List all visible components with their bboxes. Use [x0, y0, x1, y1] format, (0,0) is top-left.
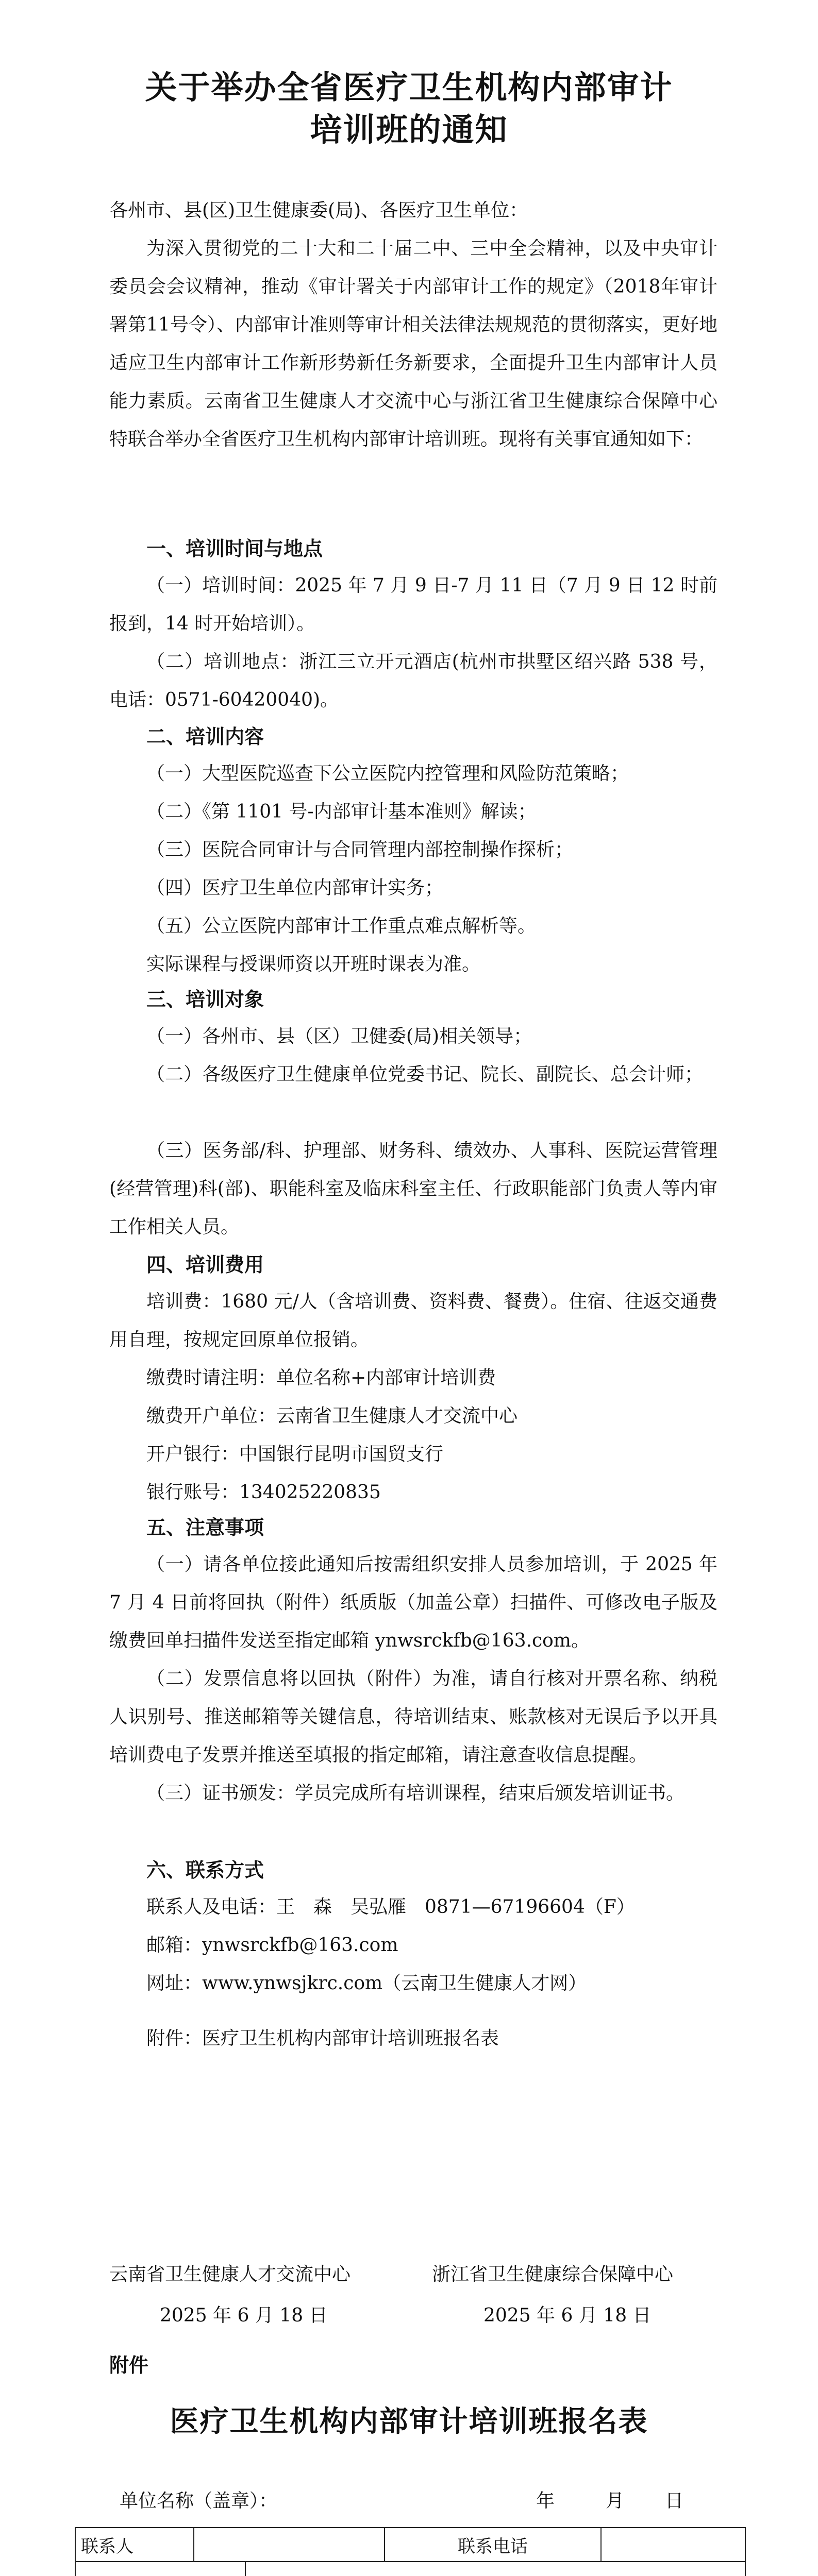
notice-item: （二）发票信息将以回执（附件）为准，请自行核对开票名称、纳税人识别号、推送邮箱等关键信息，待培训结束、账款核对无误后予以开具培训费电子发票并推送至填报的指定邮箱，请注意查收信息提醒。 [109, 1668, 717, 1766]
fee-memo: 缴费时请注明：单位名称+内部审计培训费 [146, 1367, 496, 1388]
content-item: （三）医院合同审计与合同管理内部控制操作探析； [146, 839, 574, 860]
target-item: （一）各州市、县（区）卫健委(局)相关领导； [146, 1026, 532, 1047]
contact-person: 联系人及电话：王 森 吴弘雁 0871—67196604（F） [146, 1896, 635, 1918]
unit-name-label: 单位名称（盖章）： [120, 2490, 278, 2512]
invoice-value-cell[interactable] [245, 2562, 745, 2576]
intro-paragraph: 为深入贯彻党的二十大和二十届二中、三中全会精神，以及中央审计委员会会议精神，推动《审计署关于内部审计工作的规定》（2018年审计署第11号令）、内部审计准则等审计相关法律法规规范的贯彻落实，更好地适应卫生内部审计工作新形势新任务新要求，全面提升卫生内部审计人员能力素质。云南省卫生健康人才交流中心与浙江省卫生健康综合保障中心特联合举办全省医疗卫生机构内部审计培训班。现将有关事宜通知如下： [109, 238, 717, 450]
date-year-label: 年 [536, 2490, 555, 2512]
section-3-heading: 三、培训对象 [146, 988, 264, 1011]
form-title: 医疗卫生机构内部审计培训班报名表 [170, 2404, 648, 2438]
training-time: （一）培训时间：2025 年 7 月 9 日-7 月 11 日（7 月 9 日 12 时前报到，14 时开始培训）。 [109, 575, 717, 634]
invoice-label-cell [75, 2562, 245, 2576]
invoice-row [75, 2562, 745, 2576]
phone-label-cell: 联系电话 [385, 2528, 601, 2562]
content-item: （二）《第 1101 号-内部审计基本准则》解读； [146, 801, 537, 822]
signature-left-org: 云南省卫生健康人才交流中心 [109, 2264, 351, 2285]
content-item: （四）医疗卫生单位内部审计实务； [146, 877, 444, 899]
attachment-label: 附件 [109, 2353, 149, 2377]
signature-right-date: 2025 年 6 月 18 日 [483, 2305, 652, 2326]
contact-label-cell: 联系人 [75, 2528, 194, 2562]
target-item: （二）各级医疗卫生健康单位党委书记、院长、副院长、总会计师； [146, 1064, 704, 1085]
training-place: （二）培训地点：浙江三立开元酒店(杭州市拱墅区绍兴路 538 号，电话：0571-60420040)。 [109, 651, 717, 710]
contact-website: 网址：www.ynwsjkrc.com（云南卫生健康人才网） [146, 1973, 587, 1994]
notice-item: （一）请各单位接此通知后按需组织安排人员参加培训，于 2025 年 7 月 4 日前将回执（附件）纸质版（加盖公章）扫描件、可修改电子版及缴费回单扫描件发送至指定邮箱 ynwsrckfb@163.com。 [109, 1554, 717, 1651]
section-2-heading: 二、培训内容 [146, 725, 264, 748]
salutation: 各州市、县(区)卫生健康委(局)、各医疗卫生单位： [109, 200, 528, 221]
section-4-heading: 四、培训费用 [146, 1253, 264, 1276]
section-5-heading: 五、注意事项 [146, 1516, 264, 1539]
attachment-line: 附件：医疗卫生机构内部审计培训班报名表 [146, 2028, 499, 2049]
registration-form-table [75, 2527, 746, 2576]
signature-right-org: 浙江省卫生健康综合保障中心 [432, 2264, 674, 2285]
notice-title-line1: 关于举办全省医疗卫生机构内部审计 [145, 69, 673, 106]
notice-title-line2: 培训班的通知 [310, 111, 508, 148]
signature-left-date: 2025 年 6 月 18 日 [160, 2305, 328, 2326]
content-note: 实际课程与授课师资以开班时课表为准。 [146, 954, 481, 975]
fee-text: 培训费：1680 元/人（含培训费、资料费、餐费）。住宿、往返交通费用自理，按规定回原单位报销。 [109, 1291, 717, 1350]
phone-value-cell[interactable] [601, 2528, 745, 2562]
date-month-label: 月 [606, 2490, 625, 2512]
date-day-label: 日 [665, 2490, 684, 2512]
contact-row [75, 2528, 745, 2562]
contact-value-cell[interactable] [194, 2528, 385, 2562]
target-item: （三）医务部/科、护理部、财务科、绩效办、人事科、医院运营管理(经营管理)科(部)、职能科室及临床科室主任、行政职能部门负责人等内审工作相关人员。 [109, 1140, 717, 1238]
section-1-heading: 一、培训时间与地点 [146, 537, 323, 560]
section-6-heading: 六、联系方式 [146, 1858, 264, 1882]
fee-account: 银行账号：134025220835 [146, 1482, 381, 1503]
notice-item: （三）证书颁发：学员完成所有培训课程，结束后颁发培训证书。 [146, 1783, 685, 1804]
contact-email: 邮箱：ynwsrckfb@163.com [146, 1935, 398, 1956]
fee-bank: 开户银行：中国银行昆明市国贸支行 [146, 1444, 444, 1465]
content-item: （五）公立医院内部审计工作重点难点解析等。 [146, 916, 537, 937]
fee-payee: 缴费开户单位：云南省卫生健康人才交流中心 [146, 1405, 518, 1427]
content-item: （一）大型医院巡查下公立医院内控管理和风险防范策略； [146, 763, 629, 784]
